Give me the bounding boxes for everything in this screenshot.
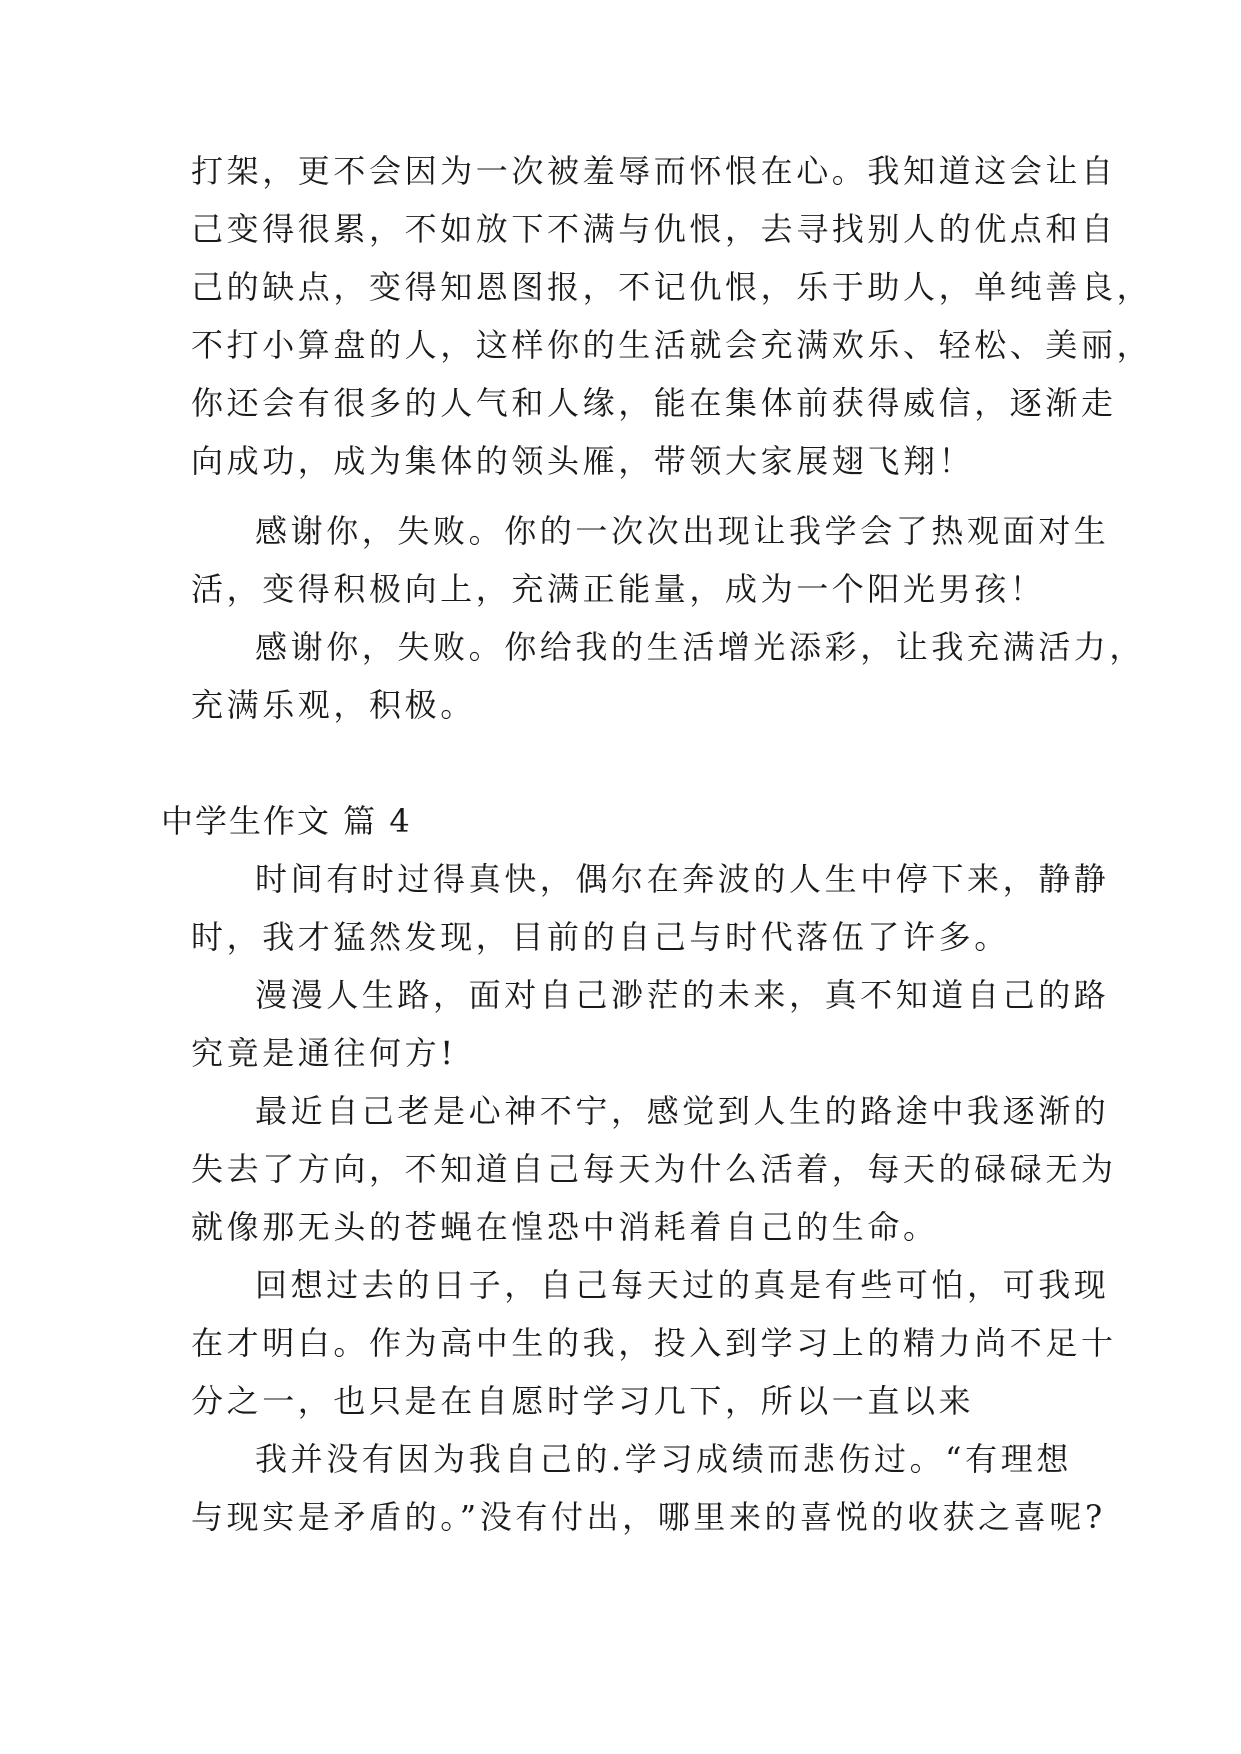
text-line: 己变得很累，不如放下不满与仇恨，去寻找别人的优点和自 [191,210,1117,248]
text-line: 向成功，成为集体的领头雁，带领大家展翅飞翔！ [191,442,975,480]
text-line: 己的缺点，变得知恩图报，不记仇恨，乐于助人，单纯善良， [191,268,1153,306]
paragraph-start: 时间有时过得真快，偶尔在奔波的人生中停下来，静静 [255,860,1110,898]
text-line: 失去了方向，不知道自己每天为什么活着，每天的碌碌无为 [191,1150,1117,1188]
paragraph-start: 漫漫人生路，面对自己渺茫的未来，真不知道自己的路 [255,976,1110,1014]
paragraph-start: 我并没有因为我自己的.学习成绩而悲伤过。“有理想 [255,1440,1072,1478]
text-line: 与现实是矛盾的。”没有付出，哪里来的喜悦的收获之喜呢? [191,1498,1106,1536]
text-line: 活，变得积极向上，充满正能量，成为一个阳光男孩！ [191,570,1046,608]
text-line: 打架，更不会因为一次被羞辱而怀恨在心。我知道这会让自 [191,152,1117,190]
text-line: 分之一，也只是在自愿时学习几下，所以一直以来 [191,1382,975,1420]
section-heading: 中学生作文 篇 4 [161,802,412,840]
paragraph-start: 感谢你，失败。你给我的生活增光添彩，让我充满活力， [255,628,1146,666]
text-line: 充满乐观，积极。 [191,686,476,724]
text-line: 不打小算盘的人，这样你的生活就会充满欢乐、轻松、美丽， [191,326,1153,364]
text-line: 时，我才猛然发现，目前的自己与时代落伍了许多。 [191,918,1010,956]
text-line: 你还会有很多的人气和人缘，能在集体前获得威信，逐渐走 [191,384,1117,422]
text-line: 究竟是通往何方! [191,1034,457,1072]
text-line: 就像那无头的苍蝇在惶恐中消耗着自己的生命。 [191,1208,939,1246]
paragraph-start: 回想过去的日子，自己每天过的真是有些可怕，可我现 [255,1266,1110,1304]
paragraph-start: 感谢你，失败。你的一次次出现让我学会了热观面对生 [255,512,1110,550]
text-line: 在才明白。作为高中生的我，投入到学习上的精力尚不足十 [191,1324,1117,1362]
paragraph-start: 最近自己老是心神不宁，感觉到人生的路途中我逐渐的 [255,1092,1110,1130]
